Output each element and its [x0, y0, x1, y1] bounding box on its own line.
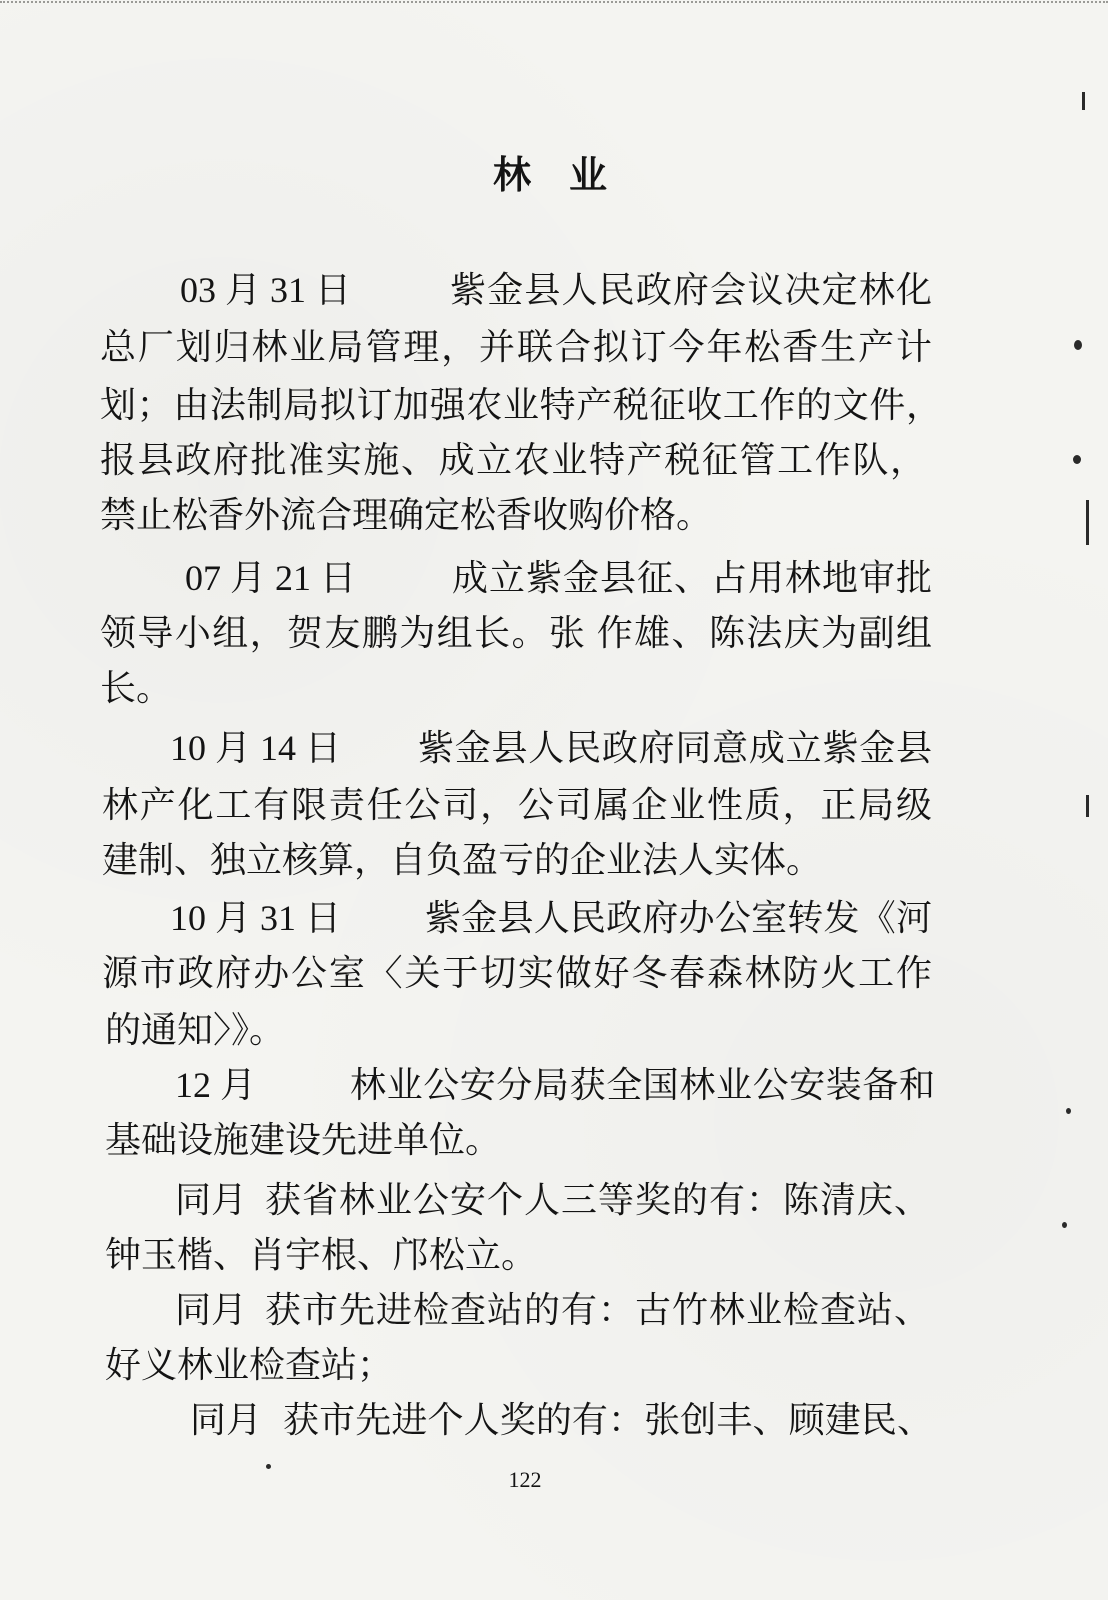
entry-text-line: 好义林业检查站；: [105, 1345, 394, 1385]
entry-date: 12 月: [175, 1065, 257, 1105]
entry-date: 同月: [175, 1290, 248, 1330]
entry-text-line: 成立紫金县征、占用林地审批: [452, 558, 932, 598]
entry-text-line: 总厂划归林业局管理，并联合拟订今年松香生产计: [100, 327, 932, 367]
entry-text-line: 禁止松香外流合理确定松香收购价格。: [100, 495, 713, 535]
scan-mark: [1082, 92, 1085, 110]
entry-date: 07 月 21 日: [185, 558, 357, 598]
entry-text-line: 林产化工有限责任公司，公司属企业性质，正局级: [102, 785, 932, 825]
entry-text-line: 的通知〉》。: [105, 1010, 286, 1050]
entry-text-line: 获市先进个人奖的有：张创丰、顾建民、: [283, 1400, 933, 1440]
scan-mark: [1066, 1108, 1071, 1114]
entry-date: 10 月 31 日: [170, 898, 342, 938]
entry-date: 03 月 31 日: [180, 270, 352, 310]
entry-text-line: 获省林业公安个人三等奖的有：陈清庆、: [265, 1180, 930, 1220]
entry-text-line: 领导小组，贺友鹏为组长。张 作雄、陈法庆为副组: [100, 613, 932, 653]
entry-text-line: 长。: [100, 668, 173, 708]
entry-text-line: 紫金县人民政府会议决定林化: [450, 270, 932, 310]
entry-text-line: 获市先进检查站的有：古竹林业检查站、: [265, 1290, 930, 1330]
entry-text-line: 紫金县人民政府同意成立紫金县: [418, 728, 932, 768]
page-number: 122: [508, 1467, 542, 1492]
entry-text-line: 基础设施建设先进单位。: [105, 1120, 502, 1160]
scan-mark: [266, 1464, 271, 1469]
entry-date: 同月: [190, 1400, 263, 1440]
scan-mark: [1073, 455, 1081, 464]
entry-date: 10 月 14 日: [170, 728, 342, 768]
scan-mark: [1086, 795, 1089, 817]
scan-mark: [1086, 500, 1089, 545]
scan-mark: [1062, 1222, 1067, 1228]
entry-text-line: 划；由法制局拟订加强农业特产税征收工作的文件，: [100, 385, 942, 425]
page-title: 林 业: [492, 153, 607, 197]
entry-text-line: 报县政府批准实施、成立农业特产税征管工作队，: [100, 440, 926, 480]
entry-date: 同月: [175, 1180, 248, 1220]
entry-text-line: 源市政府办公室〈关于切实做好冬春森林防火工作: [102, 953, 932, 993]
scan-mark: [1074, 340, 1082, 350]
entry-text-line: 建制、独立核算，自负盈亏的企业法人实体。: [102, 840, 823, 880]
entry-text-line: 紫金县人民政府办公室转发《河: [425, 898, 932, 938]
entry-text-line: 钟玉楷、肖宇根、邝松立。: [105, 1235, 538, 1275]
scan-top-edge: [0, 1, 1108, 3]
entry-text-line: 林业公安分局获全国林业公安装备和: [350, 1065, 935, 1105]
